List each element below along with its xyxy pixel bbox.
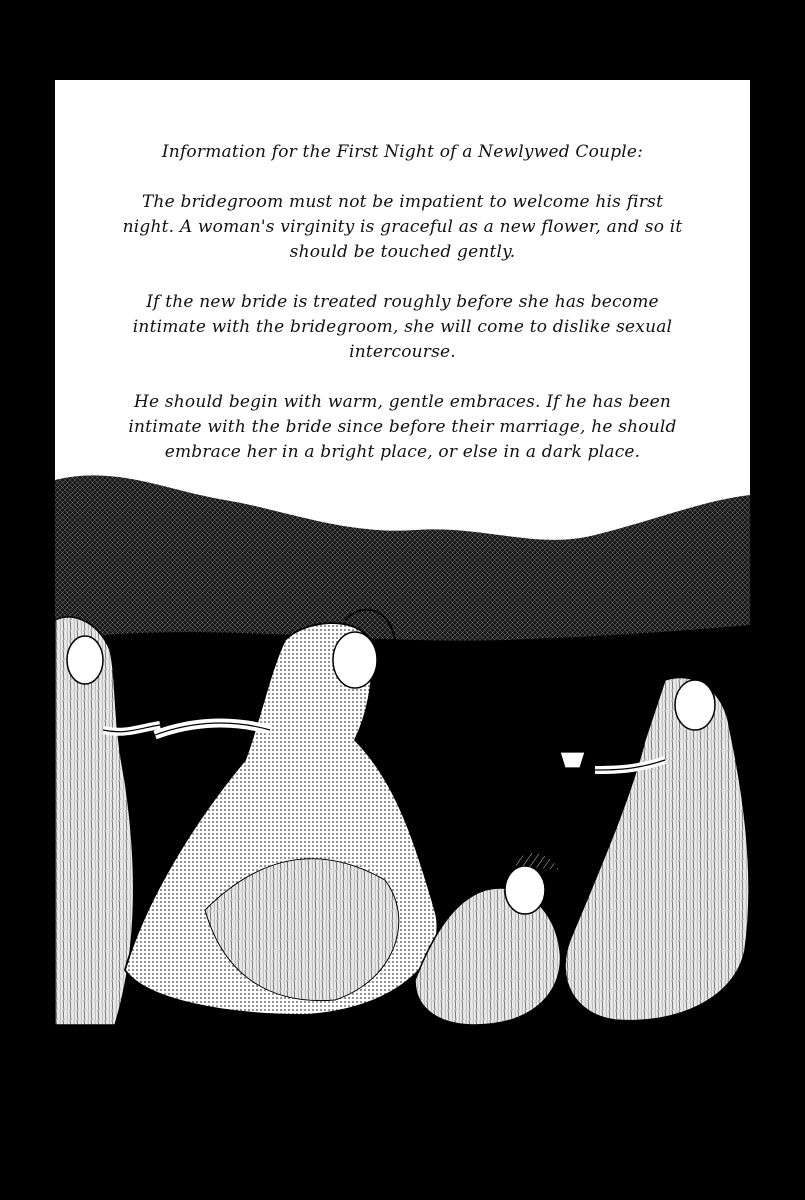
narration-paragraph-3: He should begin with warm, gentle embraces. If he has been intimate with the bride since before their marriage, he should embrace her in a bright place, or else in a dark place.: [128, 392, 677, 462]
narration-heading: Information for the First Night of a Newlywed Couple:: [161, 142, 644, 162]
narration-box: [115, 140, 690, 490]
cup-icon: [560, 752, 585, 768]
narration-paragraph-2: If the new bride is treated roughly before she has become intimate with the bridegroom, she will come to dislike sexual intercourse.: [132, 292, 673, 362]
comic-panel: [55, 80, 750, 1030]
narration-paragraph-1: The bridegroom must not be impatient to welcome his first night. A woman's virginity is graceful as a new flower, and so it should be touched gently.: [122, 192, 683, 262]
page-bottom-margin: [0, 1030, 805, 1200]
